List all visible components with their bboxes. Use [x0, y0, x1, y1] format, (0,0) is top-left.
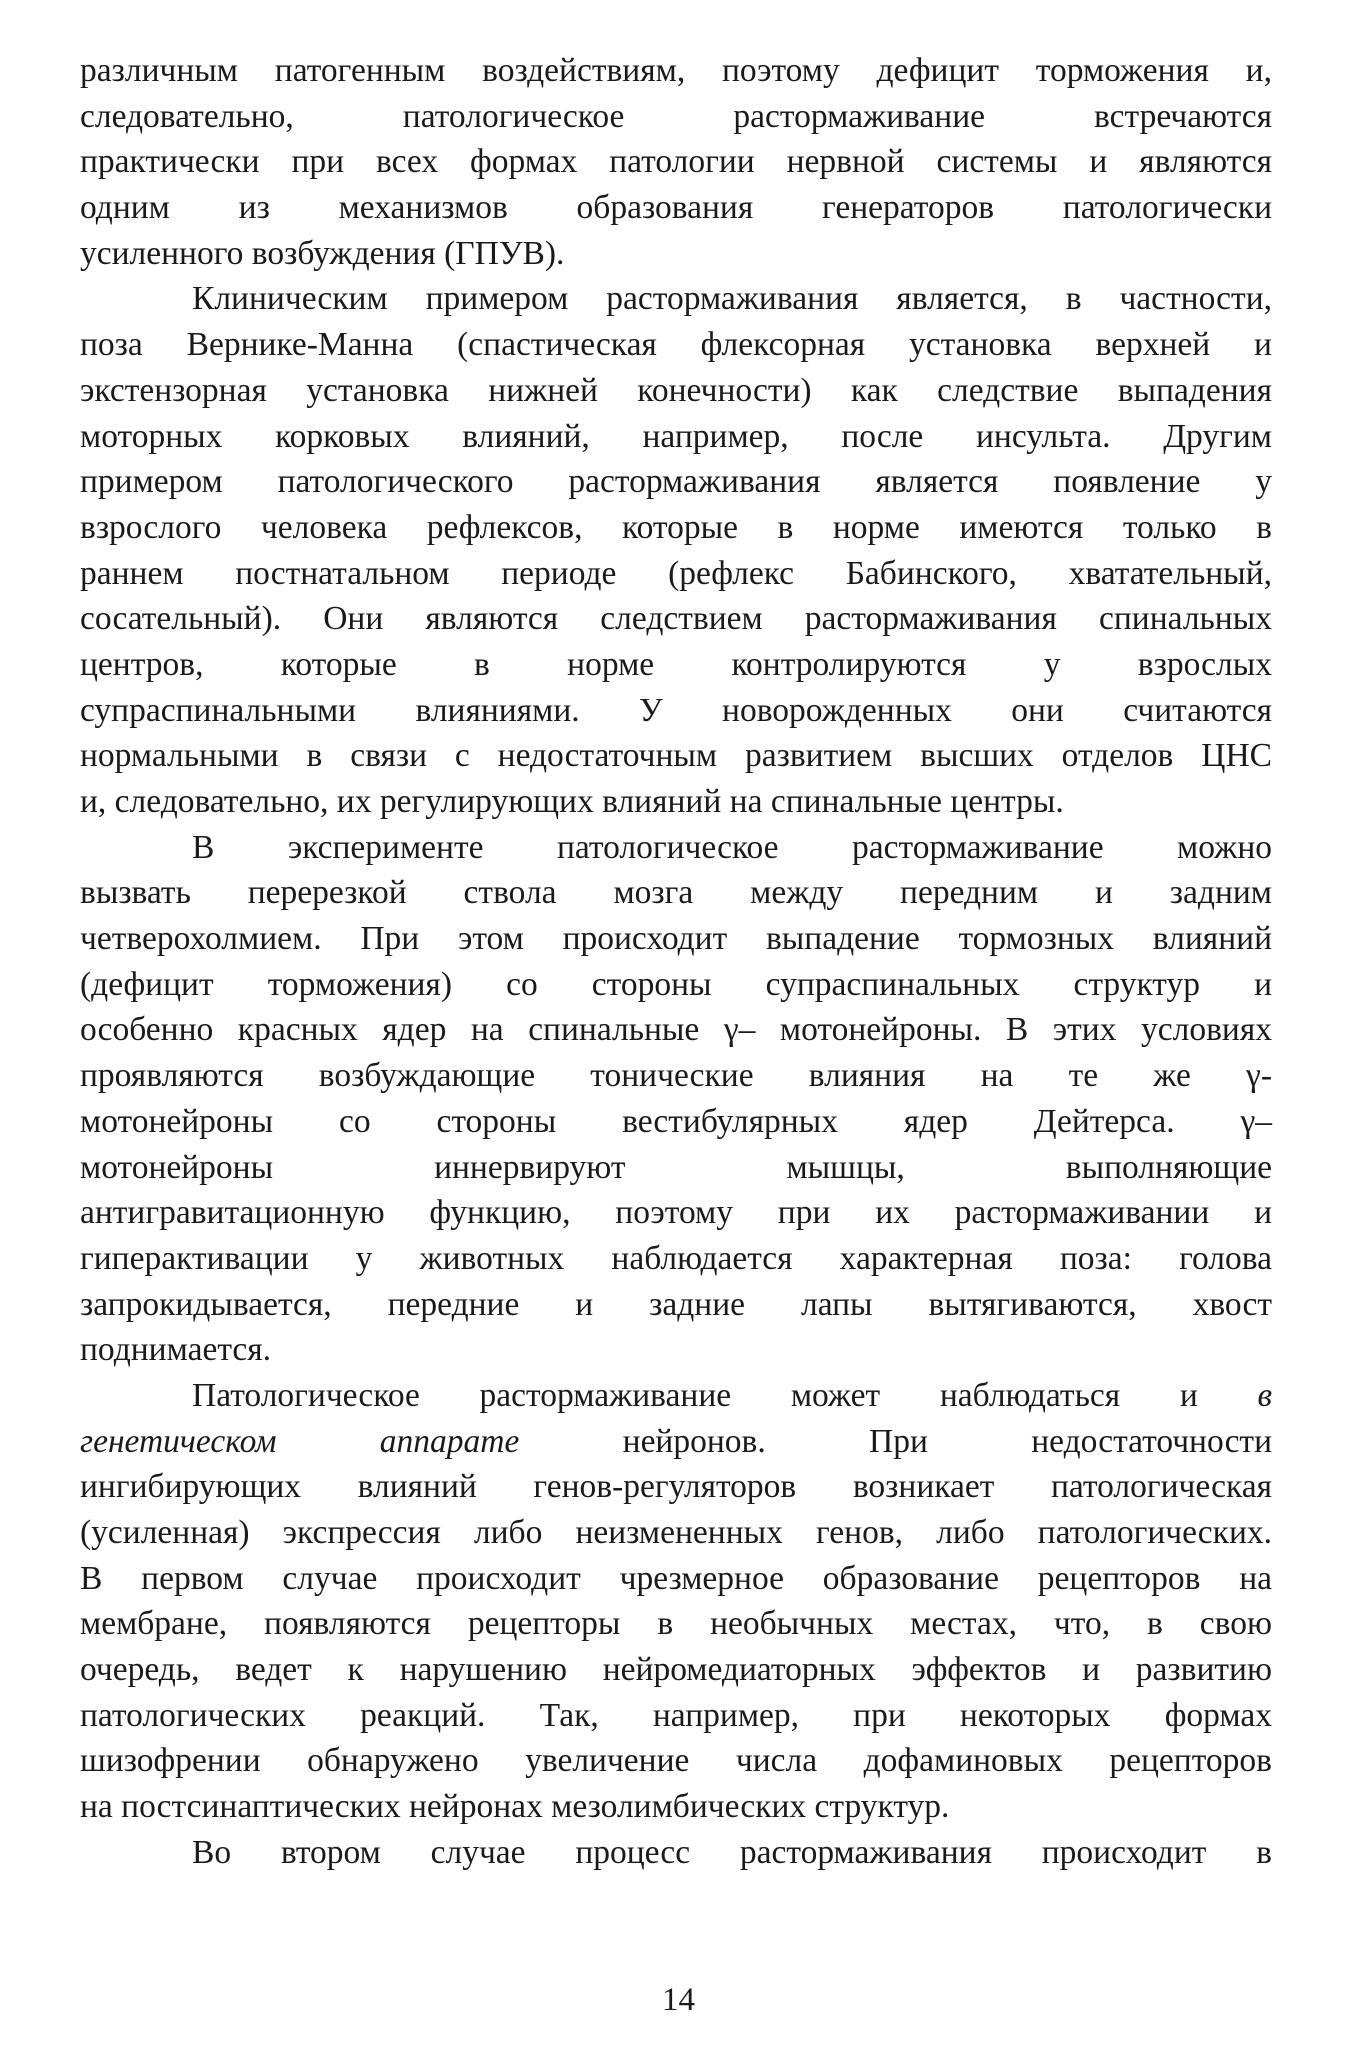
text-line: центров, которые в норме контролируются у взрослых	[80, 645, 1272, 683]
text-line	[80, 1419, 1272, 1465]
text-line: усиленного возбуждения (ГПУВ).	[80, 234, 565, 272]
text-line: Во втором случае процесс растормаживания происходит в	[192, 1833, 1272, 1871]
text-line: запрокидывается, передние и задние лапы вытягиваются, хвост	[80, 1285, 1272, 1323]
text-line: Клиническим примером растормаживания является, в частности,	[192, 280, 1272, 318]
text-line: и, следовательно, их регулирующих влияний на спинальные центры.	[80, 783, 1064, 820]
text-run: Патологическое растормаживание может наблюдаться и	[192, 1376, 1198, 1414]
italic-run: в	[1257, 1376, 1273, 1414]
text-line: одним из механизмов образования генераторов патологически	[80, 189, 1272, 227]
text-line: (дефицит торможения) со стороны супраспинальных структур и	[80, 965, 1272, 1003]
text-line: поза Вернике-Манна (спастическая флексорная установка верхней и	[80, 326, 1272, 364]
text-line: мембране, появляются рецепторы в необычных местах, что, в свою	[80, 1605, 1272, 1643]
text-line: раннем постнатальном периоде (рефлекс Бабинского, хватательный,	[80, 554, 1272, 592]
text-line: антигравитационную функцию, поэтому при их растормаживании и	[80, 1194, 1272, 1232]
text-line: супраспинальными влияниями. У новорожденных они считаются	[80, 691, 1272, 729]
text-line: гиперактивации у животных наблюдается характерная поза: голова	[80, 1239, 1272, 1277]
page-number: 14	[662, 1982, 695, 2018]
paragraph-5	[80, 1830, 1272, 1876]
text-line: экстензорная установка нижней конечности) как следствие выпадения	[80, 371, 1272, 409]
text-line: В первом случае происходит чрезмерное образование рецепторов на	[80, 1559, 1272, 1597]
text-line: нормальными в связи с недостаточным развитием высших отделов ЦНС	[80, 737, 1272, 775]
text-line: моторных корковых влияний, например, после инсульта. Другим	[80, 417, 1272, 455]
text-line: сосательный). Они являются следствием растормаживания спинальных	[80, 600, 1272, 638]
text-line: мотонейроны со стороны вестибулярных ядер Дейтерса. γ–	[80, 1102, 1272, 1140]
page-body	[80, 48, 1272, 1876]
text-line: примером патологического растормаживания является появление у	[80, 463, 1272, 501]
text-line: В эксперименте патологическое растормаживание можно	[192, 828, 1272, 866]
text-line: проявляются возбуждающие тонические влияния на те же γ-	[80, 1057, 1272, 1095]
text-line: особенно красных ядер на спинальные γ– мотонейроны. В этих условиях	[80, 1011, 1272, 1049]
text-line: поднимается.	[80, 1331, 272, 1369]
text-line: практически при всех формах патологии нервной системы и являются	[80, 143, 1272, 181]
paragraph-1	[80, 48, 1272, 276]
text-line: на постсинаптических нейронах мезолимбических структур.	[80, 1788, 950, 1826]
text-line: мотонейроны иннервируют мышцы, выполняющие	[80, 1148, 1272, 1186]
text-run: нейронов. При недостаточности	[622, 1422, 1273, 1460]
paragraph-4	[80, 1373, 1272, 1830]
text-line: патологических реакций. Так, например, при некоторых формах	[80, 1696, 1272, 1734]
paragraph-3	[80, 825, 1272, 1373]
text-line: различным патогенным воздействиям, поэтому дефицит торможения и,	[80, 52, 1272, 89]
text-line: следовательно, патологическое растормаживание встречаются	[80, 97, 1272, 135]
paragraph-2	[80, 276, 1272, 824]
text-line	[80, 1373, 1272, 1419]
text-line: шизофрении обнаружено увеличение числа дофаминовых рецепторов	[80, 1742, 1272, 1780]
text-line: (усиленная) экспрессия либо неизмененных генов, либо патологических.	[80, 1514, 1272, 1551]
text-line: очередь, ведет к нарушению нейромедиаторных эффектов и развитию	[80, 1651, 1272, 1689]
text-line: вызвать перерезкой ствола мозга между передним и задним	[80, 874, 1272, 912]
text-line: четверохолмием. При этом происходит выпадение тормозных влияний	[80, 920, 1272, 958]
text-line: ингибирующих влияний генов-регуляторов возникает патологическая	[80, 1468, 1272, 1506]
text-line: взрослого человека рефлексов, которые в норме имеются только в	[80, 508, 1272, 546]
italic-run: генетическом аппарате	[80, 1422, 520, 1460]
